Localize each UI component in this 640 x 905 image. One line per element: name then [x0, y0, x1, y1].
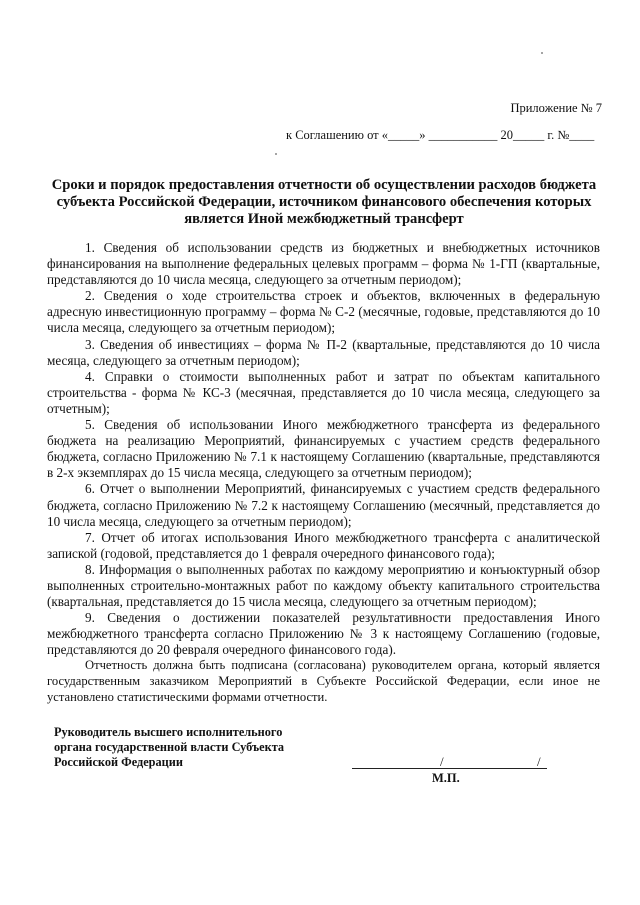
signer-line: Российской Федерации [54, 755, 183, 769]
reporting-item-1: 1. Сведения об использовании средств из бюджетных и внебюджетных источников финансирования на выполнение федеральных целевых программ – форма № 1-ГП (квартальные, представляются до 10 числа месяца, следующего за отчетным периодом); [47, 240, 600, 288]
signer-line: Руководитель высшего исполнительного [54, 725, 283, 739]
reporting-items-list [47, 240, 600, 658]
scan-speck [275, 153, 277, 155]
reporting-item-6: 6. Отчет о выполнении Мероприятий, финансируемых с участием средств федерального бюджета, согласно Приложению № 7.2 к настоящему Соглашению (месячный, представляется до 10 числа месяца, следующего за отчетным периодом); [47, 481, 600, 529]
reporting-item-5: 5. Сведения об использовании Иного межбюджетного трансферта из федерального бюджета на реализацию Мероприятий, финансируемых с участием средств федерального бюджета, согласно Приложению № 7.1 к настоящему Соглашению (квартальные, представляются в 2-х экземплярах до 15 числа месяца, следующего за отчетным периодом); [47, 417, 600, 481]
appendix-label: Приложение № 7 [510, 101, 602, 115]
signature-separator: / [440, 754, 444, 769]
signature-separator: / [537, 754, 541, 769]
stamp-placeholder: М.П. [432, 771, 460, 785]
scan-speck [541, 52, 543, 54]
reporting-item-9: 9. Сведения о достижении показателей результативности предоставления Иного межбюджетного трансферта согласно Приложению № 3 к настоящему Соглашению (годовые, представляются до 20 февраля очередного финансового года). [47, 610, 600, 658]
closing-paragraph: Отчетность должна быть подписана (согласована) руководителем органа, который является государственным заказчиком Мероприятий в Субъекте Российской Федерации, если иное не установлено статистическими формами отчетности. [47, 658, 600, 704]
signature-line [352, 768, 547, 769]
reporting-item-8: 8. Информация о выполненных работах по каждому мероприятию и конъюктурный обзор выполненных строительно-монтажных работ по каждому объекту капитального строительства (квартальная, представляется до 15 числа месяца, следующего за отчетным периодом); [47, 561, 600, 610]
reporting-item-7: 7. Отчет об итогах использования Иного межбюджетного трансферта с аналитической запиской (годовой, представляется до 1 февраля очередного финансового года); [47, 529, 600, 561]
reporting-item-4: 4. Справки о стоимости выполненных работ и затрат по объектам капитального строительства - форма № КС-3 (месячная, представляется до 10 числа месяца, следующего за отчетным); [47, 368, 600, 416]
reporting-item-3: 3. Сведения об инвестициях – форма № П-2 (квартальные, представляются до 10 числа месяца, следующего за отчетным периодом); [47, 336, 600, 368]
reporting-item-2: 2. Сведения о ходе строительства строек и объектов, включенных в федеральную адресную инвестиционную программу – форма № С-2 (месячные, годовые, представляются до 10 числа месяца, следующего за отчетным периодом); [47, 288, 600, 336]
signer-line: органа государственной власти Субъекта [54, 740, 285, 754]
document-title: Сроки и порядок предоставления отчетности об осуществлении расходов бюджета субъекта Российской Федерации, источником финансового обеспечения которых является Иной межбюджетный трансферт [51, 177, 597, 227]
signer-block [54, 725, 284, 770]
agreement-reference: к Соглашению от «_____» ___________ 20_____ г. №____ [286, 128, 595, 142]
